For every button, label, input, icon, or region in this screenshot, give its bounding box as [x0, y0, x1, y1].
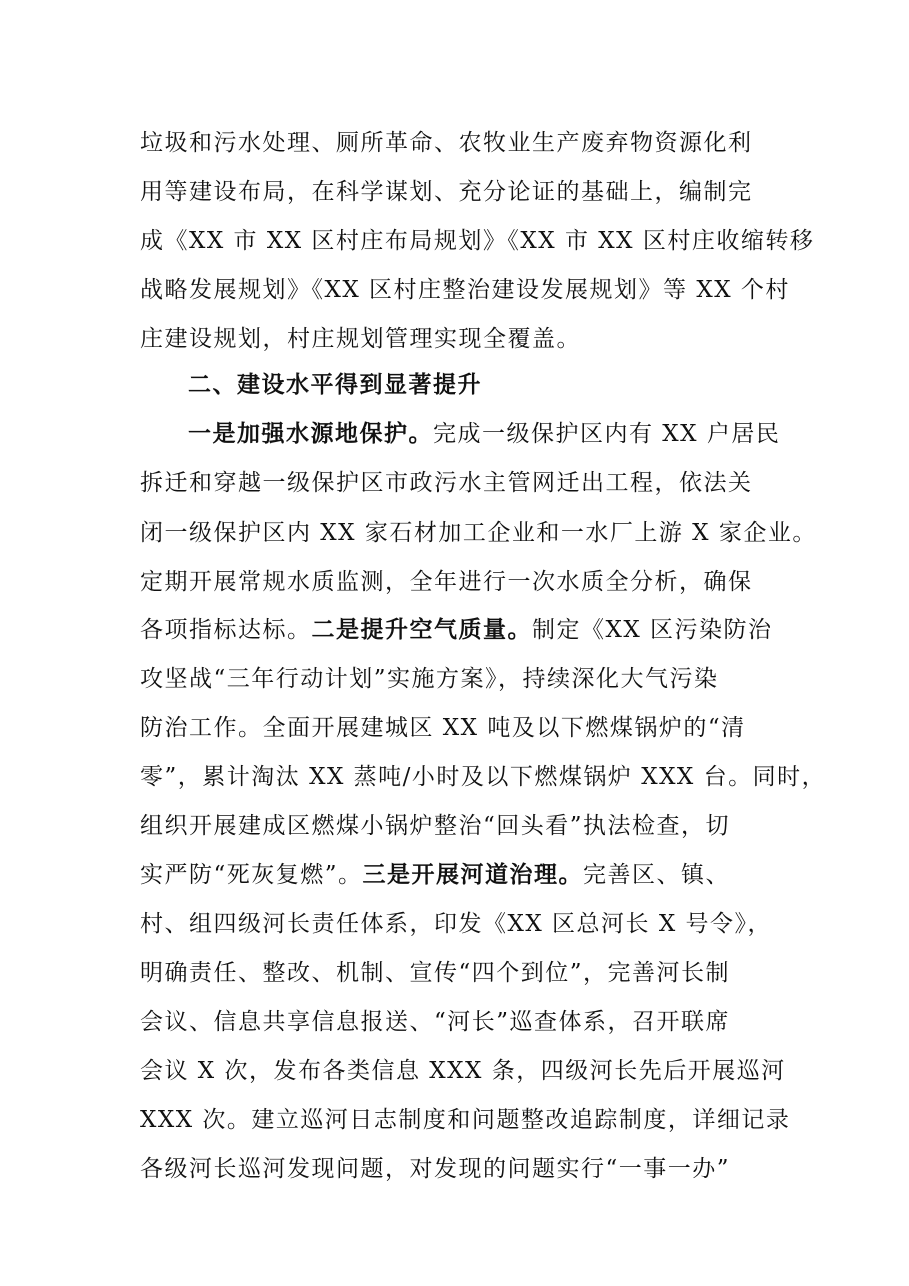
body-text: 攻坚战“三年行动计划”实施方案》，持续深化大气污染 [140, 666, 719, 692]
body-text: 制定《XX 区污染防治 [532, 617, 773, 643]
body-text: 明确责任、整改、机制、宣传“四个到位”，完善河长制 [140, 960, 731, 986]
body-text: 战略发展规划》《XX 区村庄整治建设发展规划》等 XX 个村 [140, 277, 790, 303]
bold-heading-text: 二是提升空气质量。 [311, 616, 532, 643]
body-text: 会议 X 次，发布各类信息 XXX 条，四级河长先后开展巡河 [140, 1058, 786, 1084]
body-text: 成《XX 市 XX 区村庄布局规划》《XX 市 XX 区村庄收缩转移 [140, 228, 815, 254]
bold-heading-text: 一是加强水源地保护。 [188, 420, 433, 447]
text-line [140, 1056, 786, 1086]
text-line [140, 909, 772, 939]
bold-heading-text: 二、建设水平得到显著提升 [188, 371, 482, 398]
text-line [140, 762, 826, 792]
body-text: XXX 次。建立巡河日志制度和问题整改追踪制度，详细记录 [140, 1107, 791, 1133]
body-text: 各项指标达标。 [140, 617, 312, 643]
text-line [140, 664, 719, 694]
body-text: 用等建设布局，在科学谋划、充分论证的基础上，编制完 [140, 179, 753, 205]
text-line [140, 177, 753, 207]
body-text: 垃圾和污水处理、厕所革命、农牧业生产废弃物资源化利 [140, 130, 753, 156]
body-text: 完善区、镇、 [583, 862, 731, 888]
body-text: 各级河长巡河发现问题，对发现的问题实行“一事一办” [140, 1156, 731, 1182]
text-line [140, 1154, 730, 1184]
text-line [188, 419, 780, 449]
body-text: 庄建设规划，村庄规划管理实现全覆盖。 [140, 326, 581, 352]
body-text: 实严防“死灰复燃”。 [140, 862, 363, 888]
body-text: 零”，累计淘汰 XX 蒸吨/小时及以下燃煤锅炉 XXX 台。同时， [140, 764, 827, 790]
text-line [140, 860, 730, 890]
text-line [140, 615, 773, 645]
body-text: 防治工作。全面开展建城区 XX 吨及以下燃煤锅炉的“清 [140, 715, 746, 741]
body-text: 组织开展建成区燃煤小锅炉整治“回头看”执法检查，切 [140, 813, 731, 839]
text-line [140, 567, 753, 597]
text-line [140, 1007, 730, 1037]
body-text: 闭一级保护区内 XX 家石材加工企业和一水厂上游 X 家企业。 [140, 520, 817, 546]
text-line [140, 226, 814, 256]
body-text: 村、组四级河长责任体系，印发《XX 区总河长 X 号令》， [140, 911, 773, 937]
text-line [140, 128, 753, 158]
text-line [140, 275, 790, 305]
body-text: 完成一级保护区内有 XX 户居民 [433, 421, 781, 447]
text-line [140, 713, 746, 743]
text-line [140, 518, 817, 548]
body-text: 拆迁和穿越一级保护区市政污水主管网迁出工程，依法关 [140, 470, 753, 496]
text-line [140, 1105, 790, 1135]
text-line [140, 468, 753, 498]
body-text: 定期开展常规水质监测，全年进行一次水质全分析，确保 [140, 569, 753, 595]
body-text: 会议、信息共享信息报送、“河长”巡查体系，召开联席 [140, 1009, 731, 1035]
text-line [140, 324, 581, 354]
bold-heading-text: 三是开展河道治理。 [362, 861, 584, 888]
text-line [140, 958, 730, 988]
text-line [140, 811, 730, 841]
text-line [188, 370, 482, 400]
